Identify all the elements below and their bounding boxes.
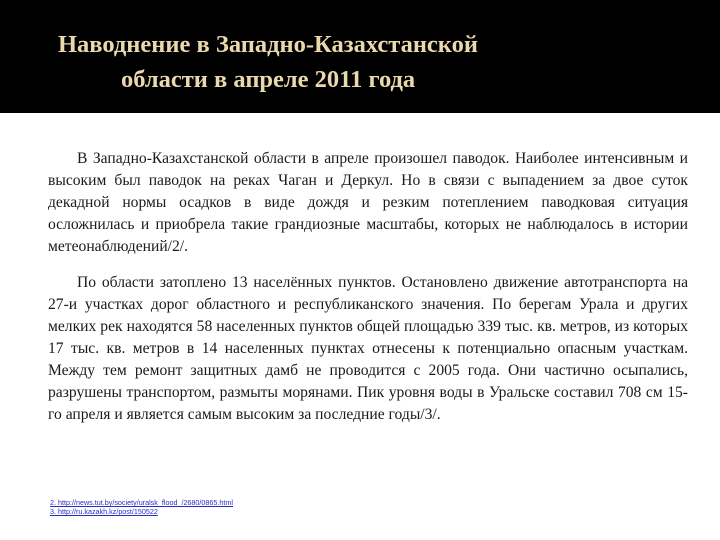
title-band [0, 0, 720, 113]
body-paragraph-2: По области затоплено 13 населённых пунктов. Остановлено движение автотранспорта на 27-и участках дорог областного и республиканского значения. По берегам Урала и других мелких рек находятся 58 населенных пунктов общей площадью 339 тыс. кв. метров, из которых 17 тыс. кв. метров в 14 населенных пунктах отнесены к потенциально опасным участкам. Между тем ремонт защитных дамб не проводится с 2005 года. Они частично осыпались, разрушены транспортом, размыты морянами. Пик уровня воды в Уральске составил 708 см 15-го апреля и является самым высоким за последние годы/3/. [48, 274, 688, 423]
slide-body [48, 148, 688, 426]
footnote-link-3[interactable]: 3. http://ru.kazakh.kz/post/150522 [50, 507, 158, 516]
footnote-link-2[interactable]: 2. http://news.tut.by/society/uralsk_flood_/2680/0865.html [50, 498, 233, 507]
slide-title-line-1: Наводнение в Западно-Казахстанской [58, 31, 478, 58]
slide-title-line-2: области в апреле 2011 года [121, 66, 416, 93]
body-paragraph-1: В Западно-Казахстанской области в апреле произошел паводок. Наиболее интенсивным и высоким был паводок на реках Чаган и Деркул. Но в связи с выпадением за двое суток декадной нормы осадков в виде дождя и резким потеплением паводковая ситуация осложнилась и приобрела такие грандиозные масштабы, которых не наблюдалось в истории метеонаблюдений/2/. [48, 150, 688, 255]
footnotes [50, 498, 233, 516]
